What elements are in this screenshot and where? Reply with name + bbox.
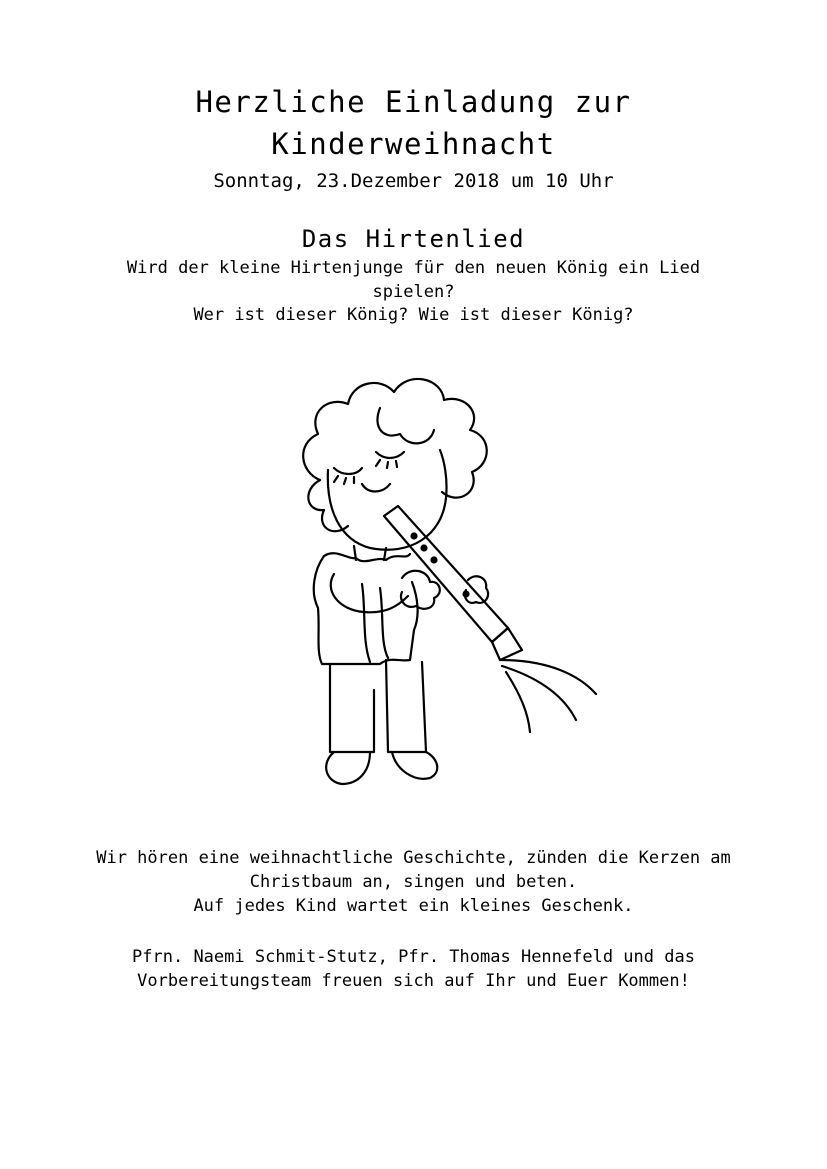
story-line-1: Wird der kleine Hirtenjunge für den neuen König ein Lied [126, 258, 701, 278]
page-title-line-2: Kinderweihnacht [271, 127, 556, 161]
hosts-line-1: Pfrn. Naemi Schmit-Stutz, Pfr. Thomas Hennefeld und das [132, 947, 695, 967]
hosts-line-2: Vorbereitungsteam freuen sich auf Ihr und Euer Kommen! [137, 971, 690, 991]
program-line-1: Wir hören eine weihnachtliche Geschichte, zünden die Kerzen am [96, 848, 731, 868]
story-line-3: Wer ist dieser König? Wie ist dieser König? [193, 305, 634, 325]
story-line-2: spielen? [372, 282, 455, 302]
story-title: Das Hirtenlied [301, 225, 526, 253]
page-title-line-1: Herzliche Einladung zur [195, 85, 632, 119]
program-line-2: Christbaum an, singen und beten. [249, 872, 578, 892]
shepherd-boy-with-flute-icon [230, 360, 610, 800]
event-date: Sonntag, 23.Dezember 2018 um 10 Uhr [213, 170, 614, 192]
program-line-3: Auf jedes Kind wartet ein kleines Geschenk. [193, 896, 634, 916]
